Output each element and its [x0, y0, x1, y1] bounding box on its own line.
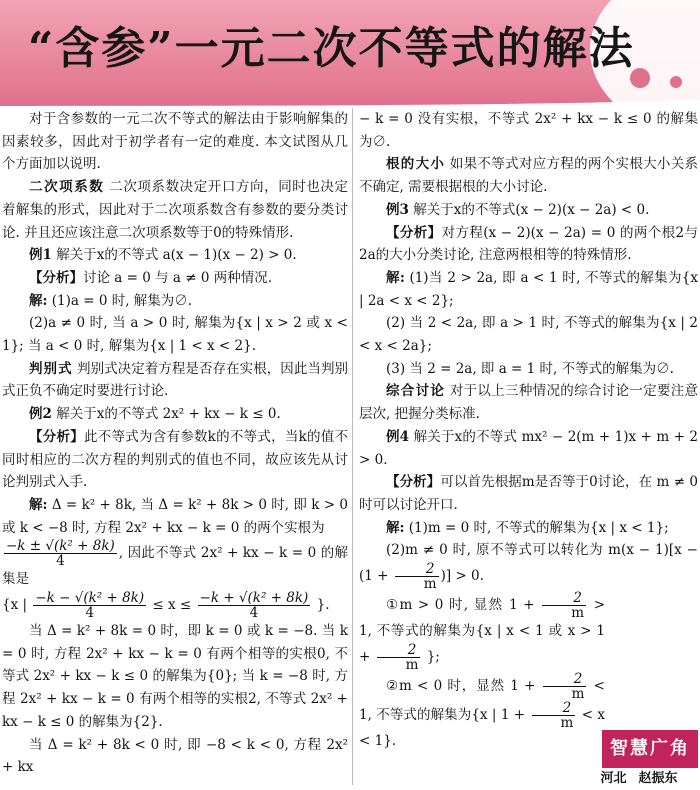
ex4-text: 解关于x的不等式 mx² − 2(m + 1)x + m + 2 > 0. — [359, 428, 698, 468]
coef-paragraph — [2, 176, 348, 244]
ex3-analysis-label: 【分析】 — [386, 224, 442, 241]
ex4-sol1: (1)m = 0 时, 不等式的解集为{x | x < 1}; — [408, 519, 669, 536]
fraction-denominator: m — [560, 714, 574, 731]
fraction-denominator: 4 — [56, 553, 65, 570]
ex4-analysis-label: 【分析】 — [386, 474, 441, 491]
ex2-analysis — [2, 426, 348, 494]
ex1-solution — [2, 290, 348, 313]
case2-fraction-2 — [532, 701, 576, 730]
disc-text: 判别式决定着方程是否存在实根，因此当判别式正负不确定时要进行讨论. — [2, 360, 349, 400]
left-column — [2, 108, 348, 779]
ex2-label: 例2 — [29, 406, 52, 423]
ex3-sol-label: 解: — [386, 269, 405, 286]
ex2-sol-label: 解: — [29, 496, 48, 513]
ex4-case2c: < x < 1}. — [359, 706, 605, 749]
set-open: {x | — [2, 597, 28, 614]
ex1-analysis-text: 讨论 a = 0 与 a ≠ 0 两种情况. — [83, 269, 273, 286]
ex3-sol3: (3) 当 2 = 2a, 即 a = 1 时, 不等式的解集为∅. — [386, 360, 674, 377]
fraction-denominator: 4 — [85, 605, 95, 622]
fraction-numerator: 2 — [542, 591, 586, 606]
ex4-sol2-fraction — [395, 562, 439, 591]
root-heading: 根的大小 — [386, 156, 446, 173]
ex2-sol1: Δ = k² + 8k, 当 Δ = k² + 8k > 0 时, 即 k > 0 或 k < −8 时, 方程 2x² + kx − k = 0 的两个实根为 — [2, 496, 349, 536]
ex3-analysis — [359, 222, 698, 267]
ex4-sol2b: )] > 0. — [440, 568, 484, 585]
set-close: }. — [316, 597, 330, 614]
ex2-sol1b: , 因此不等式 2x² + kx − k = 0 的解集是 — [2, 545, 348, 588]
ex2-sol3: 当 Δ = k² + 8k < 0 时, 即 −8 < k < 0, 方程 2x² + kx — [2, 736, 348, 776]
ex1-sol-label: 解: — [29, 292, 48, 309]
ex3-analysis-text: 对方程(x − 2)(x − 2a) = 0 的两个根2与2a的大小分类讨论, 注意两根相等的特殊情形. — [359, 224, 698, 264]
example4 — [359, 426, 698, 471]
comp-heading: 综合讨论 — [386, 383, 446, 400]
fraction-numerator: 2 — [543, 672, 587, 687]
ex2-analysis-text: 此不等式为含有参数k的不等式，当k的值不同时相应的二次方程的判别式的值也不同，故应该先从讨论判别式入手. — [2, 428, 348, 491]
fraction-numerator: 2 — [532, 701, 576, 716]
ex4-analysis-text: 可以首先根据m是否等于0讨论，在 m ≠ 0 时可以讨论开口. — [359, 474, 699, 513]
ex1-analysis-label: 【分析】 — [29, 269, 83, 286]
header-banner — [0, 0, 700, 108]
ex4-sol2 — [359, 539, 698, 591]
ex3-text: 解关于x的不等式(x − 2)(x − 2a) < 0. — [413, 201, 650, 218]
author-province: 河北 — [600, 771, 627, 786]
ex1-sol2: (2)a ≠ 0 时, 当 a > 0 时, 解集为{x | x > 2 或 x < 1}; 当 a < 0 时, 解集为{x | 1 < x < 2}. — [2, 315, 348, 355]
ex3-label: 例3 — [386, 201, 409, 218]
fraction-numerator: −k − √(k² + 8k) — [35, 590, 145, 607]
case1-fraction — [542, 591, 586, 620]
coef-heading: 二次项系数 — [29, 179, 105, 196]
ex2-roots-line — [2, 539, 348, 591]
root-text: 如果不等式对应方程的两个实根大小关系不确定, 需要根据根的大小讨论. — [359, 156, 699, 196]
example2 — [2, 403, 348, 426]
ex4-case2 — [359, 672, 605, 753]
ex3-sol2: (2) 当 2 < 2a, 即 a > 1 时, 不等式的解集为{x | 2 < x < 2a}; — [359, 315, 698, 355]
fraction-numerator: 2 — [377, 643, 421, 658]
ex2-solution — [2, 494, 348, 539]
article-body — [2, 108, 698, 785]
ex3-sol1: (1)当 2 > 2a, 即 a < 1 时, 不等式的解集为{x | 2a < x < 2}; — [359, 269, 698, 309]
ex2-text: 解关于x的不等式 2x² + kx − k ≤ 0. — [56, 406, 281, 423]
set-lower-fraction — [33, 591, 146, 620]
set-upper-fraction — [198, 591, 311, 620]
ex4-solution — [359, 517, 698, 540]
ex4-case1c: }; — [426, 648, 440, 665]
ex2-roots-fraction — [4, 539, 117, 568]
ex4-label: 例4 — [386, 428, 410, 445]
ex4-case2b: < 1, 不等式的解集为{x | 1 + — [359, 677, 605, 723]
ex2-solution-set — [2, 591, 348, 620]
author-line — [580, 768, 698, 790]
case1-fraction-2 — [377, 643, 421, 672]
case2-fraction — [543, 672, 587, 701]
ex1-label: 例1 — [29, 247, 52, 264]
ex2-sol2: 当 Δ = k² + 8k = 0 时，即 k = 0 或 k = −8. 当 k = 0 时, 方程 2x² + kx − k = 0 有两个相等的实根0, 不等式 2x² + kx − k ≤ 0 的解集为{0}; 当 k = −8 时, 方程 2x² + kx − k = 0 有两个相等的实根2, 不等式 2x² + kx − k ≤ 0 的解集为{2}. — [2, 623, 348, 730]
disc-paragraph — [2, 358, 348, 403]
ex1-analysis — [2, 267, 348, 290]
column-divider — [352, 108, 353, 785]
set-mid: ≤ x ≤ — [152, 597, 192, 614]
ex4-case1b: > 1, 不等式的解集为{x | x < 1 或 x > 1 + — [359, 597, 606, 665]
coef-text: 二次项系数决定开口方向，同时也决定着解集的形式，因此对于二次项系数含有参数的要分类讨论. 并且还应该注意二次项系数等于0的特殊情形. — [2, 179, 349, 241]
author-name: 赵振东 — [638, 771, 678, 786]
fraction-denominator: m — [423, 576, 437, 593]
ex2-continuation: − k = 0 没有实根，不等式 2x² + kx − k ≤ 0 的解集为∅. — [359, 111, 698, 150]
ex2-analysis-label: 【分析】 — [29, 428, 84, 445]
fraction-numerator: −k + √(k² + 8k) — [199, 590, 309, 607]
fraction-denominator: m — [571, 605, 585, 622]
page-title: “含参”一元二次不等式的解法 — [28, 23, 635, 74]
example3 — [359, 199, 698, 222]
ex4-case2a: ②m < 0 时，显然 1 + — [386, 677, 536, 694]
ex4-sol-label: 解: — [386, 519, 405, 536]
fraction-denominator: m — [571, 685, 585, 702]
ex4-case1a: ①m > 0 时, 显然 1 + — [386, 597, 535, 614]
comp-text: 对于以上三种情况的综合讨论一定要注意层次, 把握分类标准. — [359, 383, 699, 423]
fraction-denominator: 4 — [249, 605, 259, 622]
fraction-numerator: −k ± √(k² + 8k) — [6, 538, 115, 555]
root-paragraph — [359, 153, 698, 198]
ex4-analysis — [359, 471, 698, 516]
ex1-text: 解关于x的不等式 a(x − 1)(x − 2) > 0. — [56, 247, 297, 264]
ex4-sol2a: (2)m ≠ 0 时, 原不等式可以转化为 m(x − 1)[x − (1 + — [359, 542, 698, 585]
right-column — [359, 108, 698, 752]
intro-paragraph: 对于含参数的一元二次不等式的解法由于影响解集的因素较多，因此对于初学者有一定的难度. 本文试图从几个方面加以说明. — [2, 111, 348, 173]
fraction-numerator: 2 — [395, 562, 439, 577]
ex3-solution — [359, 267, 698, 312]
fraction-denominator: m — [405, 656, 419, 673]
ex1-sol1: (1)a = 0 时, 解集为∅. — [51, 292, 193, 309]
disc-heading: 判别式 — [29, 360, 73, 377]
comp-paragraph — [359, 380, 698, 425]
column-badge: 智慧广角 — [602, 730, 698, 768]
example1 — [2, 244, 348, 267]
ex4-case1 — [359, 591, 605, 672]
